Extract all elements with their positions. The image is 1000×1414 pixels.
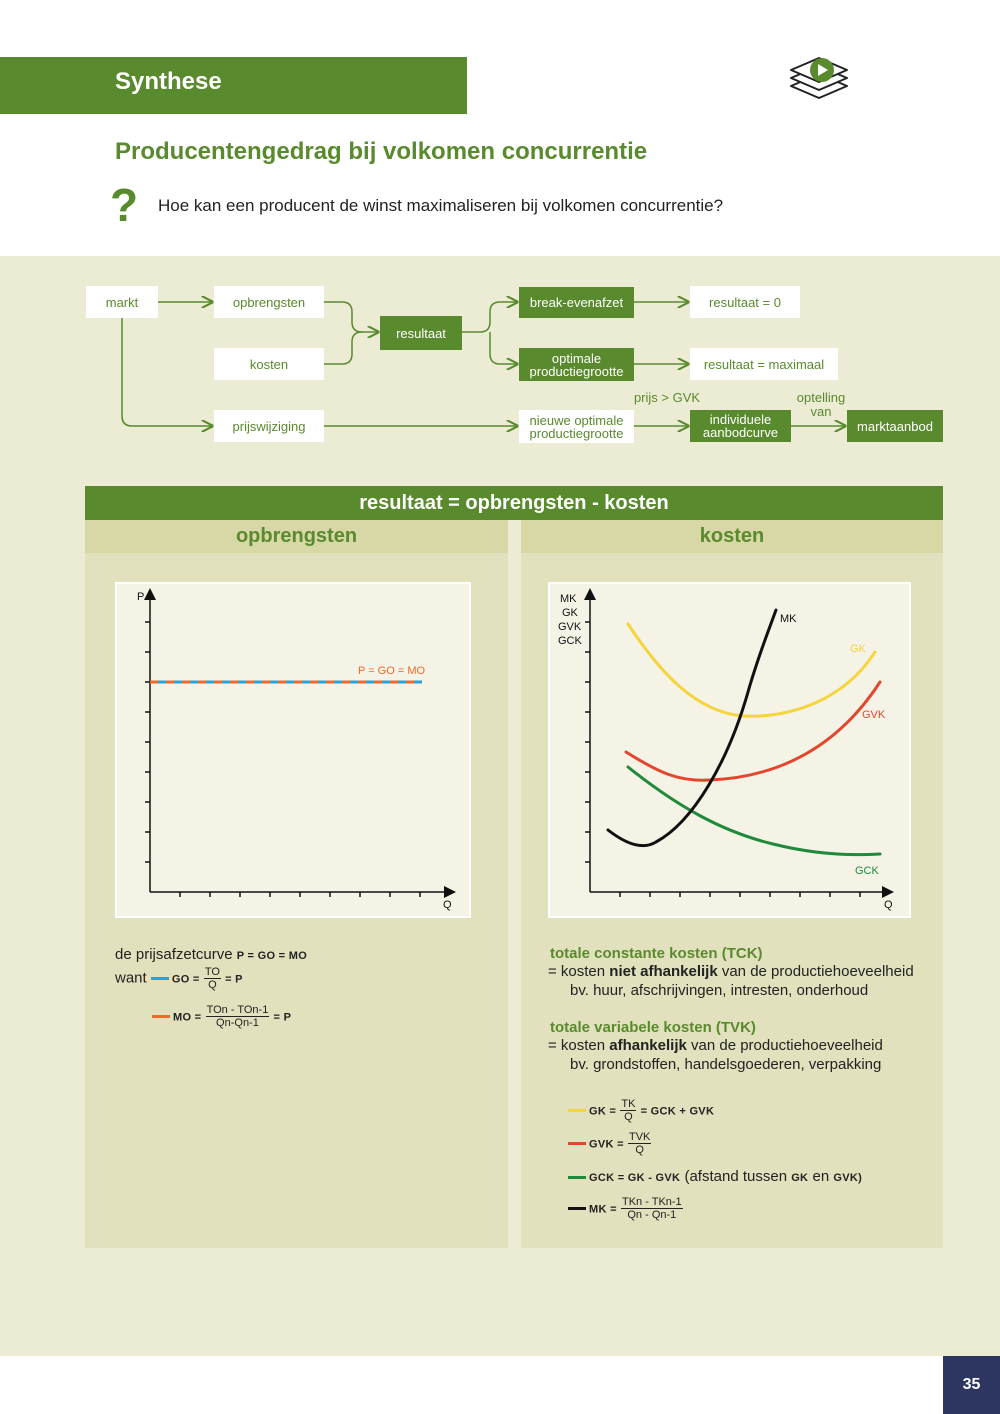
y-label-gvk: GVK	[558, 621, 582, 633]
flow-optimale: optimale productiegrootte	[519, 348, 634, 381]
mk-curve	[608, 610, 776, 846]
section-title: Synthese	[115, 68, 222, 95]
flow-label-optelling: optelling van	[796, 390, 846, 419]
x-axis-label: Q	[443, 899, 452, 911]
flow-resultaat: resultaat	[380, 316, 462, 350]
mk-curve-label: MK	[780, 613, 797, 625]
go-legend-line	[151, 977, 169, 980]
flow-kosten: kosten	[214, 348, 324, 380]
gk-formula: GK = $\frac{TK}{Q}$ = GCK + GVK	[568, 1098, 714, 1123]
y-label-gk: GK	[562, 607, 578, 619]
opbrengsten-heading: opbrengsten	[85, 520, 508, 553]
gvk-legend-line	[568, 1142, 586, 1145]
flow-prijswijziging: prijswijziging	[214, 410, 324, 442]
gck-legend-line	[568, 1176, 586, 1179]
opbrengsten-chart	[115, 582, 471, 918]
price-line-label: P = GO = MO	[358, 665, 426, 677]
gvk-formula: GVK = $\frac{\text{TVK}}{Q}$	[568, 1131, 651, 1156]
mk-legend-line	[568, 1207, 586, 1210]
flow-resultaat-max: resultaat = maximaal	[690, 348, 838, 380]
flow-individuele: individuele aanbodcurve	[690, 410, 791, 442]
kosten-chart	[548, 582, 911, 918]
gvk-curve	[626, 682, 880, 780]
gk-curve-label: GK	[850, 643, 866, 655]
tck-example: bv. huur, afschrijvingen, intresten, onderhoud	[570, 982, 869, 999]
gck-curve-label: GCK	[855, 865, 879, 877]
y-label-gck: GCK	[558, 635, 582, 647]
question-icon: ?	[110, 179, 139, 231]
go-formula: want GO = $\frac{TO}{Q}$ = P	[115, 966, 243, 991]
flow-break-even: break-evenafzet	[519, 287, 634, 318]
flow-resultaat-nul: resultaat = 0	[690, 286, 800, 318]
tck-definition: = kosten niet afhankelijk van de productiehoeveelheid	[548, 963, 914, 980]
y-axis-label: P	[137, 591, 145, 603]
page-number: 35	[943, 1356, 1000, 1414]
gvk-curve-label: GVK	[862, 709, 886, 721]
mk-formula: MK = $\frac{\text{TKn - TKn-1}}{Qn - Qn-1}$	[568, 1196, 683, 1221]
tvk-definition: = kosten afhankelijk van de productiehoeveelheid	[548, 1037, 883, 1054]
page-title: Producentengedrag bij volkomen concurrentie	[115, 138, 648, 165]
question-text: Hoe kan een producent de winst maximaliseren bij volkomen concurrentie?	[158, 196, 724, 215]
tvk-heading: totale variabele kosten (TVK)	[550, 1019, 756, 1036]
mo-legend-line	[152, 1015, 170, 1018]
flow-marktaanbod: marktaanbod	[847, 410, 943, 442]
tvk-example: bv. grondstoffen, handelsgoederen, verpakking	[570, 1056, 882, 1073]
gk-curve	[628, 624, 875, 716]
y-label-mk: MK	[560, 593, 577, 605]
header-bar	[0, 57, 467, 114]
layers-play-icon[interactable]	[786, 54, 852, 116]
gck-curve	[628, 767, 880, 855]
prijsafzet-line: de prijsafzetcurve P = GO = MO	[115, 946, 308, 963]
gck-formula: GCK = GK - GVK (afstand tussen GK en GVK)	[568, 1168, 862, 1187]
mo-formula: MO = $\frac{\text{TOn - TOn-1}}{Qn-Qn-1}$ = P	[152, 1004, 291, 1029]
flow-nieuwe: nieuwe optimale productiegrootte	[519, 410, 634, 443]
tck-heading: totale constante kosten (TCK)	[550, 945, 763, 962]
flow-opbrengsten: opbrengsten	[214, 286, 324, 318]
flow-label-prijs-gvk: prijs > GVK	[633, 390, 701, 405]
x-axis-label: Q	[884, 899, 893, 911]
gk-legend-line	[568, 1109, 586, 1112]
flow-markt: markt	[86, 286, 158, 318]
formula-bar: resultaat = opbrengsten - kosten	[85, 486, 943, 520]
kosten-heading: kosten	[521, 520, 943, 553]
